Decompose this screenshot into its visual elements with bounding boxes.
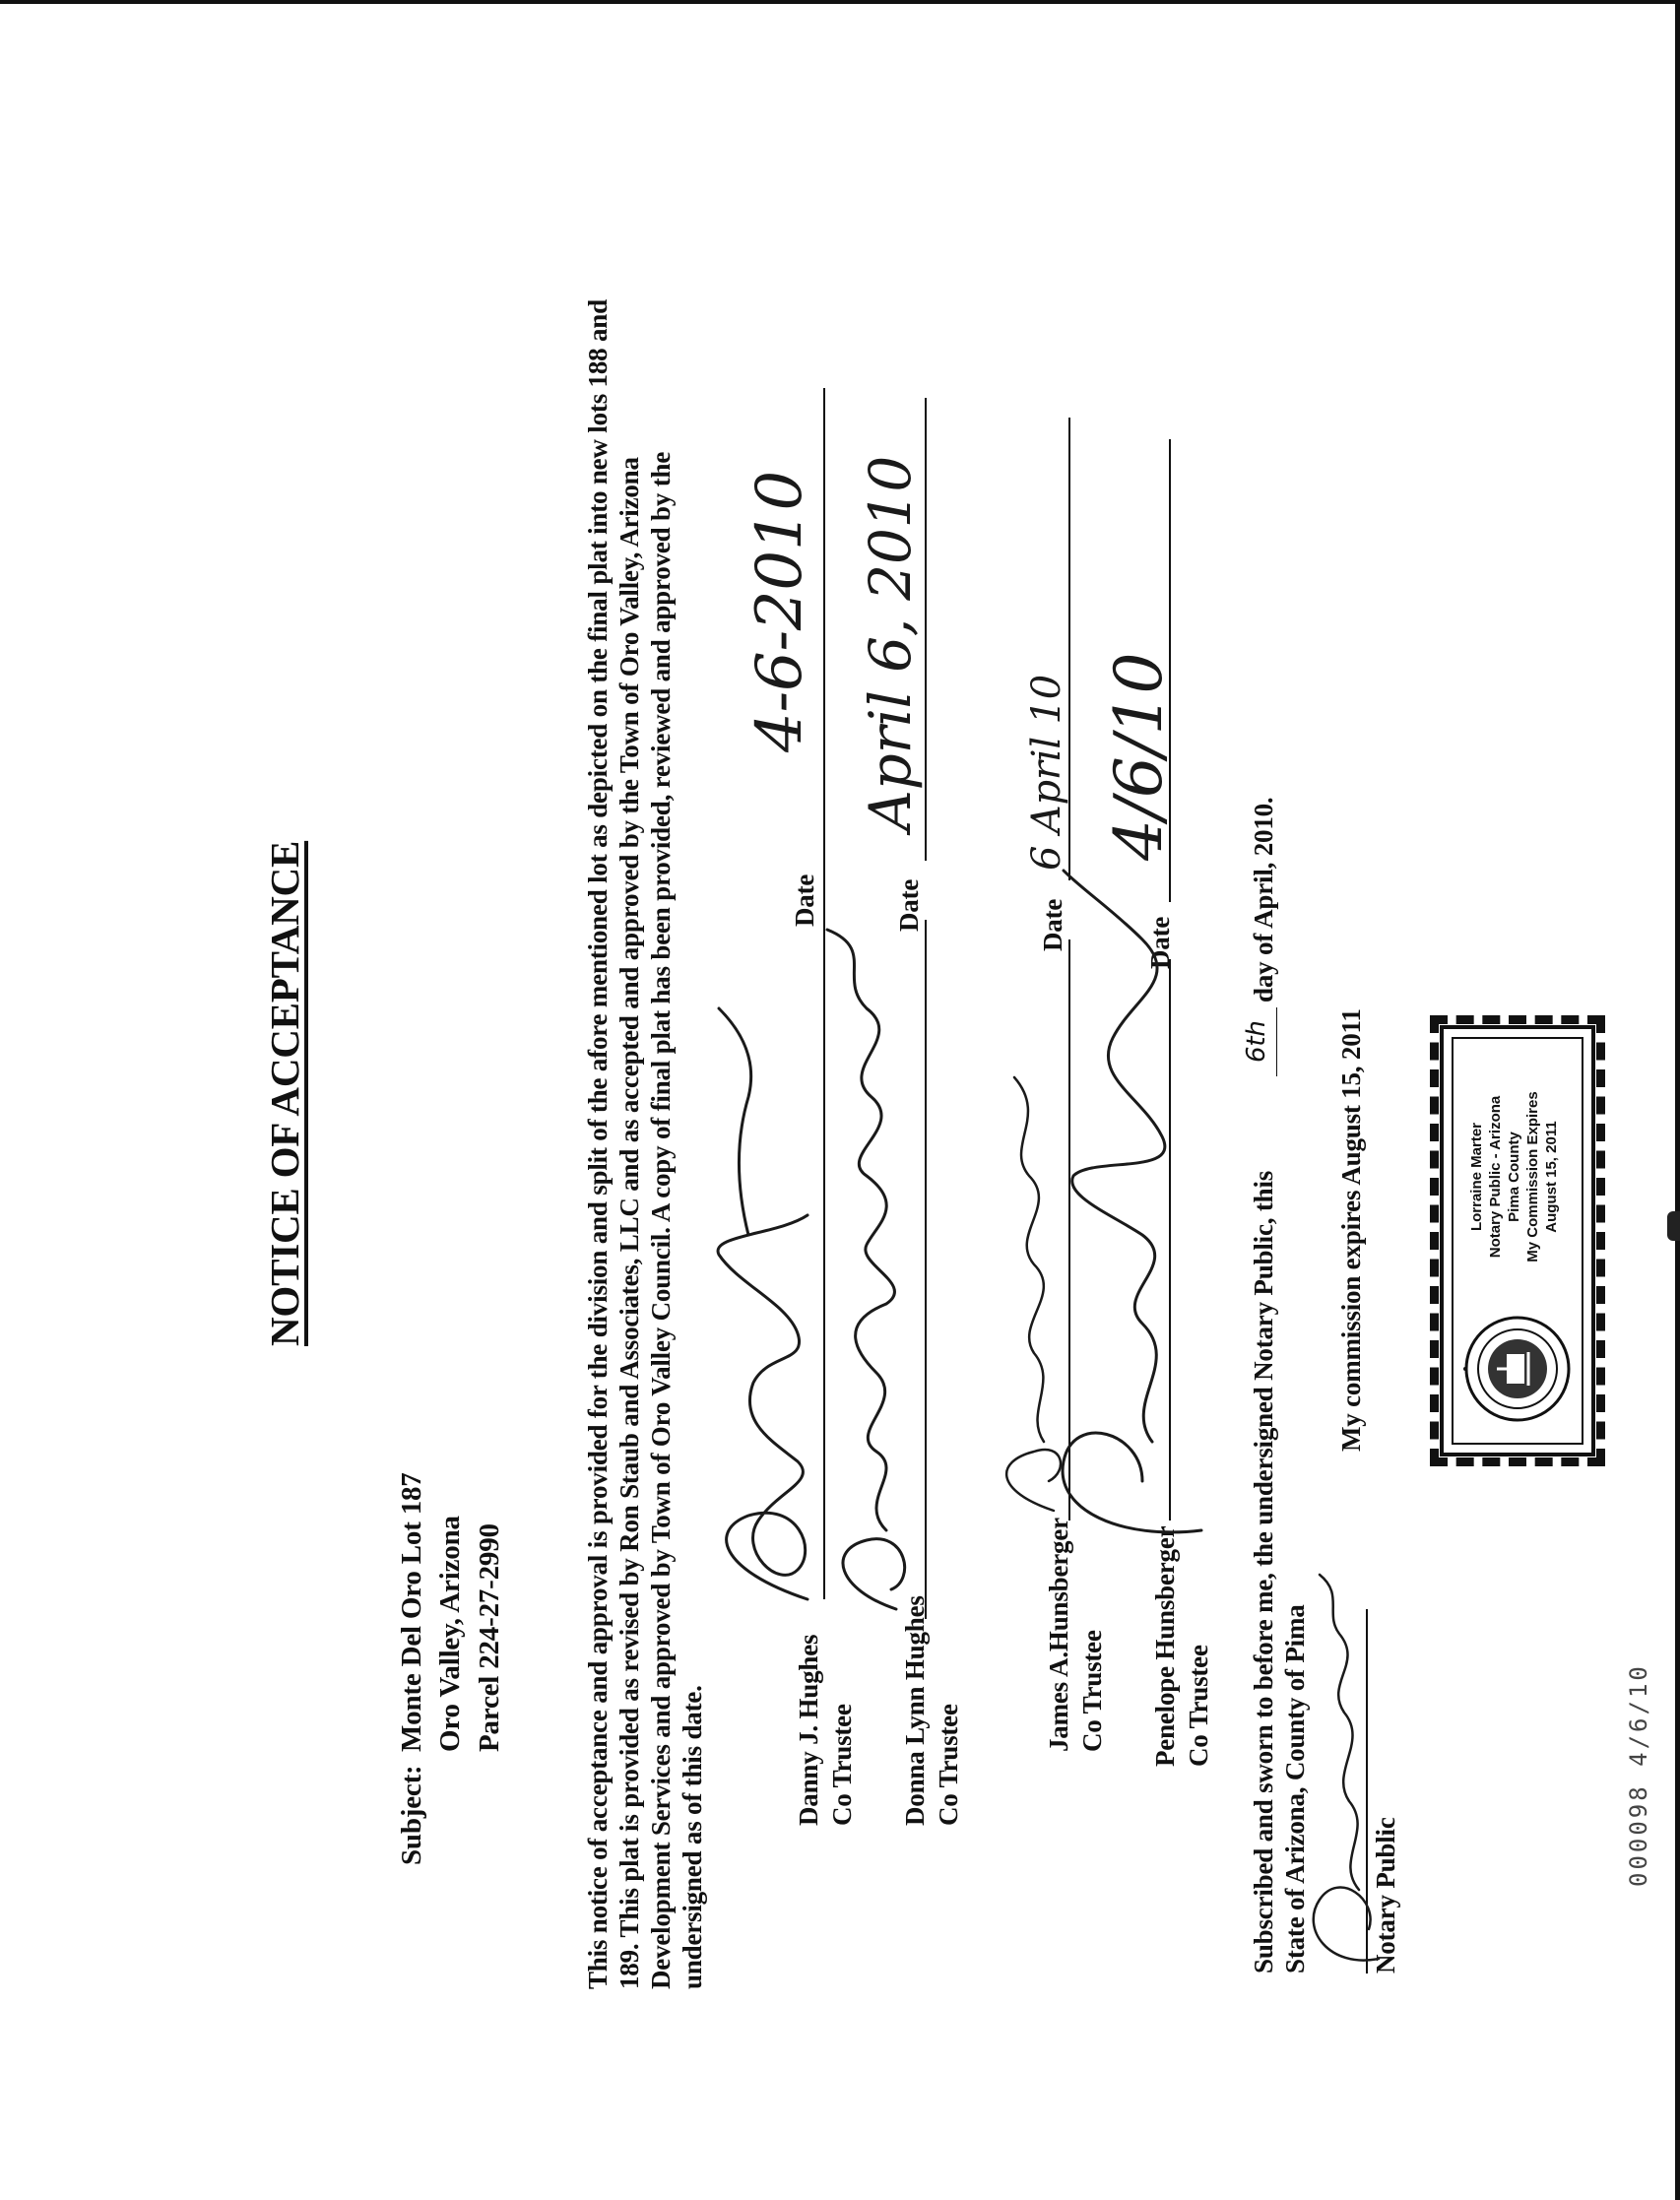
subject-line-2: Oro Valley, Arizona (434, 1516, 466, 1752)
signer-3-role: Co Trustee (1077, 1630, 1107, 1752)
signer-3-date-label: Date (1038, 898, 1067, 951)
notary-day-line (1276, 1007, 1277, 1076)
body-line-2: 189. This plat is provided as revised by Ron Staub and Associates, LLC and as accepted and approved by the Town of Oro Valley, Arizona (614, 457, 644, 1989)
document-number: 000098 4/6/10 (1625, 1663, 1652, 1887)
stamp-line-3: Pima County (1506, 1132, 1522, 1222)
signer-2-date-line (925, 398, 927, 861)
stamp-text (1467, 1049, 1561, 1305)
signer-2-date-label: Date (894, 878, 924, 932)
signer-2-date-value: April 6, 2010 (857, 455, 924, 831)
signer-4-date-label: Date (1145, 916, 1175, 969)
signature-notary (1290, 1565, 1398, 1978)
signer-2-role: Co Trustee (934, 1704, 963, 1826)
stamp-line-2: Notary Public - Arizona (1487, 1095, 1504, 1259)
subject-line-3: Parcel 224-27-2990 (474, 1523, 505, 1752)
notary-sworn-start: Subscribed and sworn to before me, the undersigned Notary Public, this (1249, 1170, 1278, 1974)
body-line-3: Development Services and approved by Town of Oro Valley Council. A copy of final plat has been provided, reviewed and approved by the (646, 451, 676, 1989)
signer-4-name: Penelope Hunsberger (1150, 1525, 1180, 1767)
signer-1-date-value: 4-6-2010 (743, 471, 816, 752)
signer-4-role: Co Trustee (1184, 1645, 1213, 1767)
subject-line-1: Monte Del Oro Lot 187 (396, 1472, 427, 1752)
subject-label: Subject: (396, 1765, 427, 1865)
signature-penelope-hunsberger (1034, 861, 1221, 1550)
signer-4-date-value: 4/6/10 (1101, 652, 1177, 861)
signer-1-date-line (823, 388, 825, 851)
signer-3-name: James A.Hunsberger (1044, 1518, 1073, 1752)
notary-stamp (1440, 1025, 1595, 1456)
signer-1-date-label: Date (790, 874, 819, 927)
notary-day-value: 6th (1242, 1020, 1271, 1063)
body-line-4: undersigned as of this date. (678, 1685, 707, 1989)
stamp-line-1: Lorraine Marter (1468, 1122, 1485, 1232)
notary-state-county: State of Arizona, County of Pima (1280, 1604, 1310, 1974)
signer-1-name: Danny J. Hughes (794, 1634, 823, 1826)
signature-donna-hughes (798, 910, 936, 1619)
signer-1-role: Co Trustee (827, 1704, 857, 1826)
notary-public-label: Notary Public (1371, 1817, 1400, 1974)
document-title: NOTICE OF ACCEPTANCE (262, 840, 307, 1346)
signer-2-name: Donna Lynn Hughes (900, 1595, 930, 1826)
commission-expires: My commission expires August 15, 2011 (1336, 1008, 1366, 1452)
arizona-seal-icon (1461, 1313, 1574, 1425)
notary-sworn-end: day of April, 2010. (1249, 797, 1278, 1003)
stamp-line-4: My Commission Expires (1524, 1091, 1541, 1262)
body-line-1: This notice of acceptance and approval is provided for the division and split of the afore mentioned lot as depicted on the final plat into new lots 188 and (583, 299, 613, 1989)
signer-3-date-value: 6 April 10 (1024, 675, 1069, 871)
stamp-line-5: August 15, 2011 (1543, 1121, 1560, 1233)
